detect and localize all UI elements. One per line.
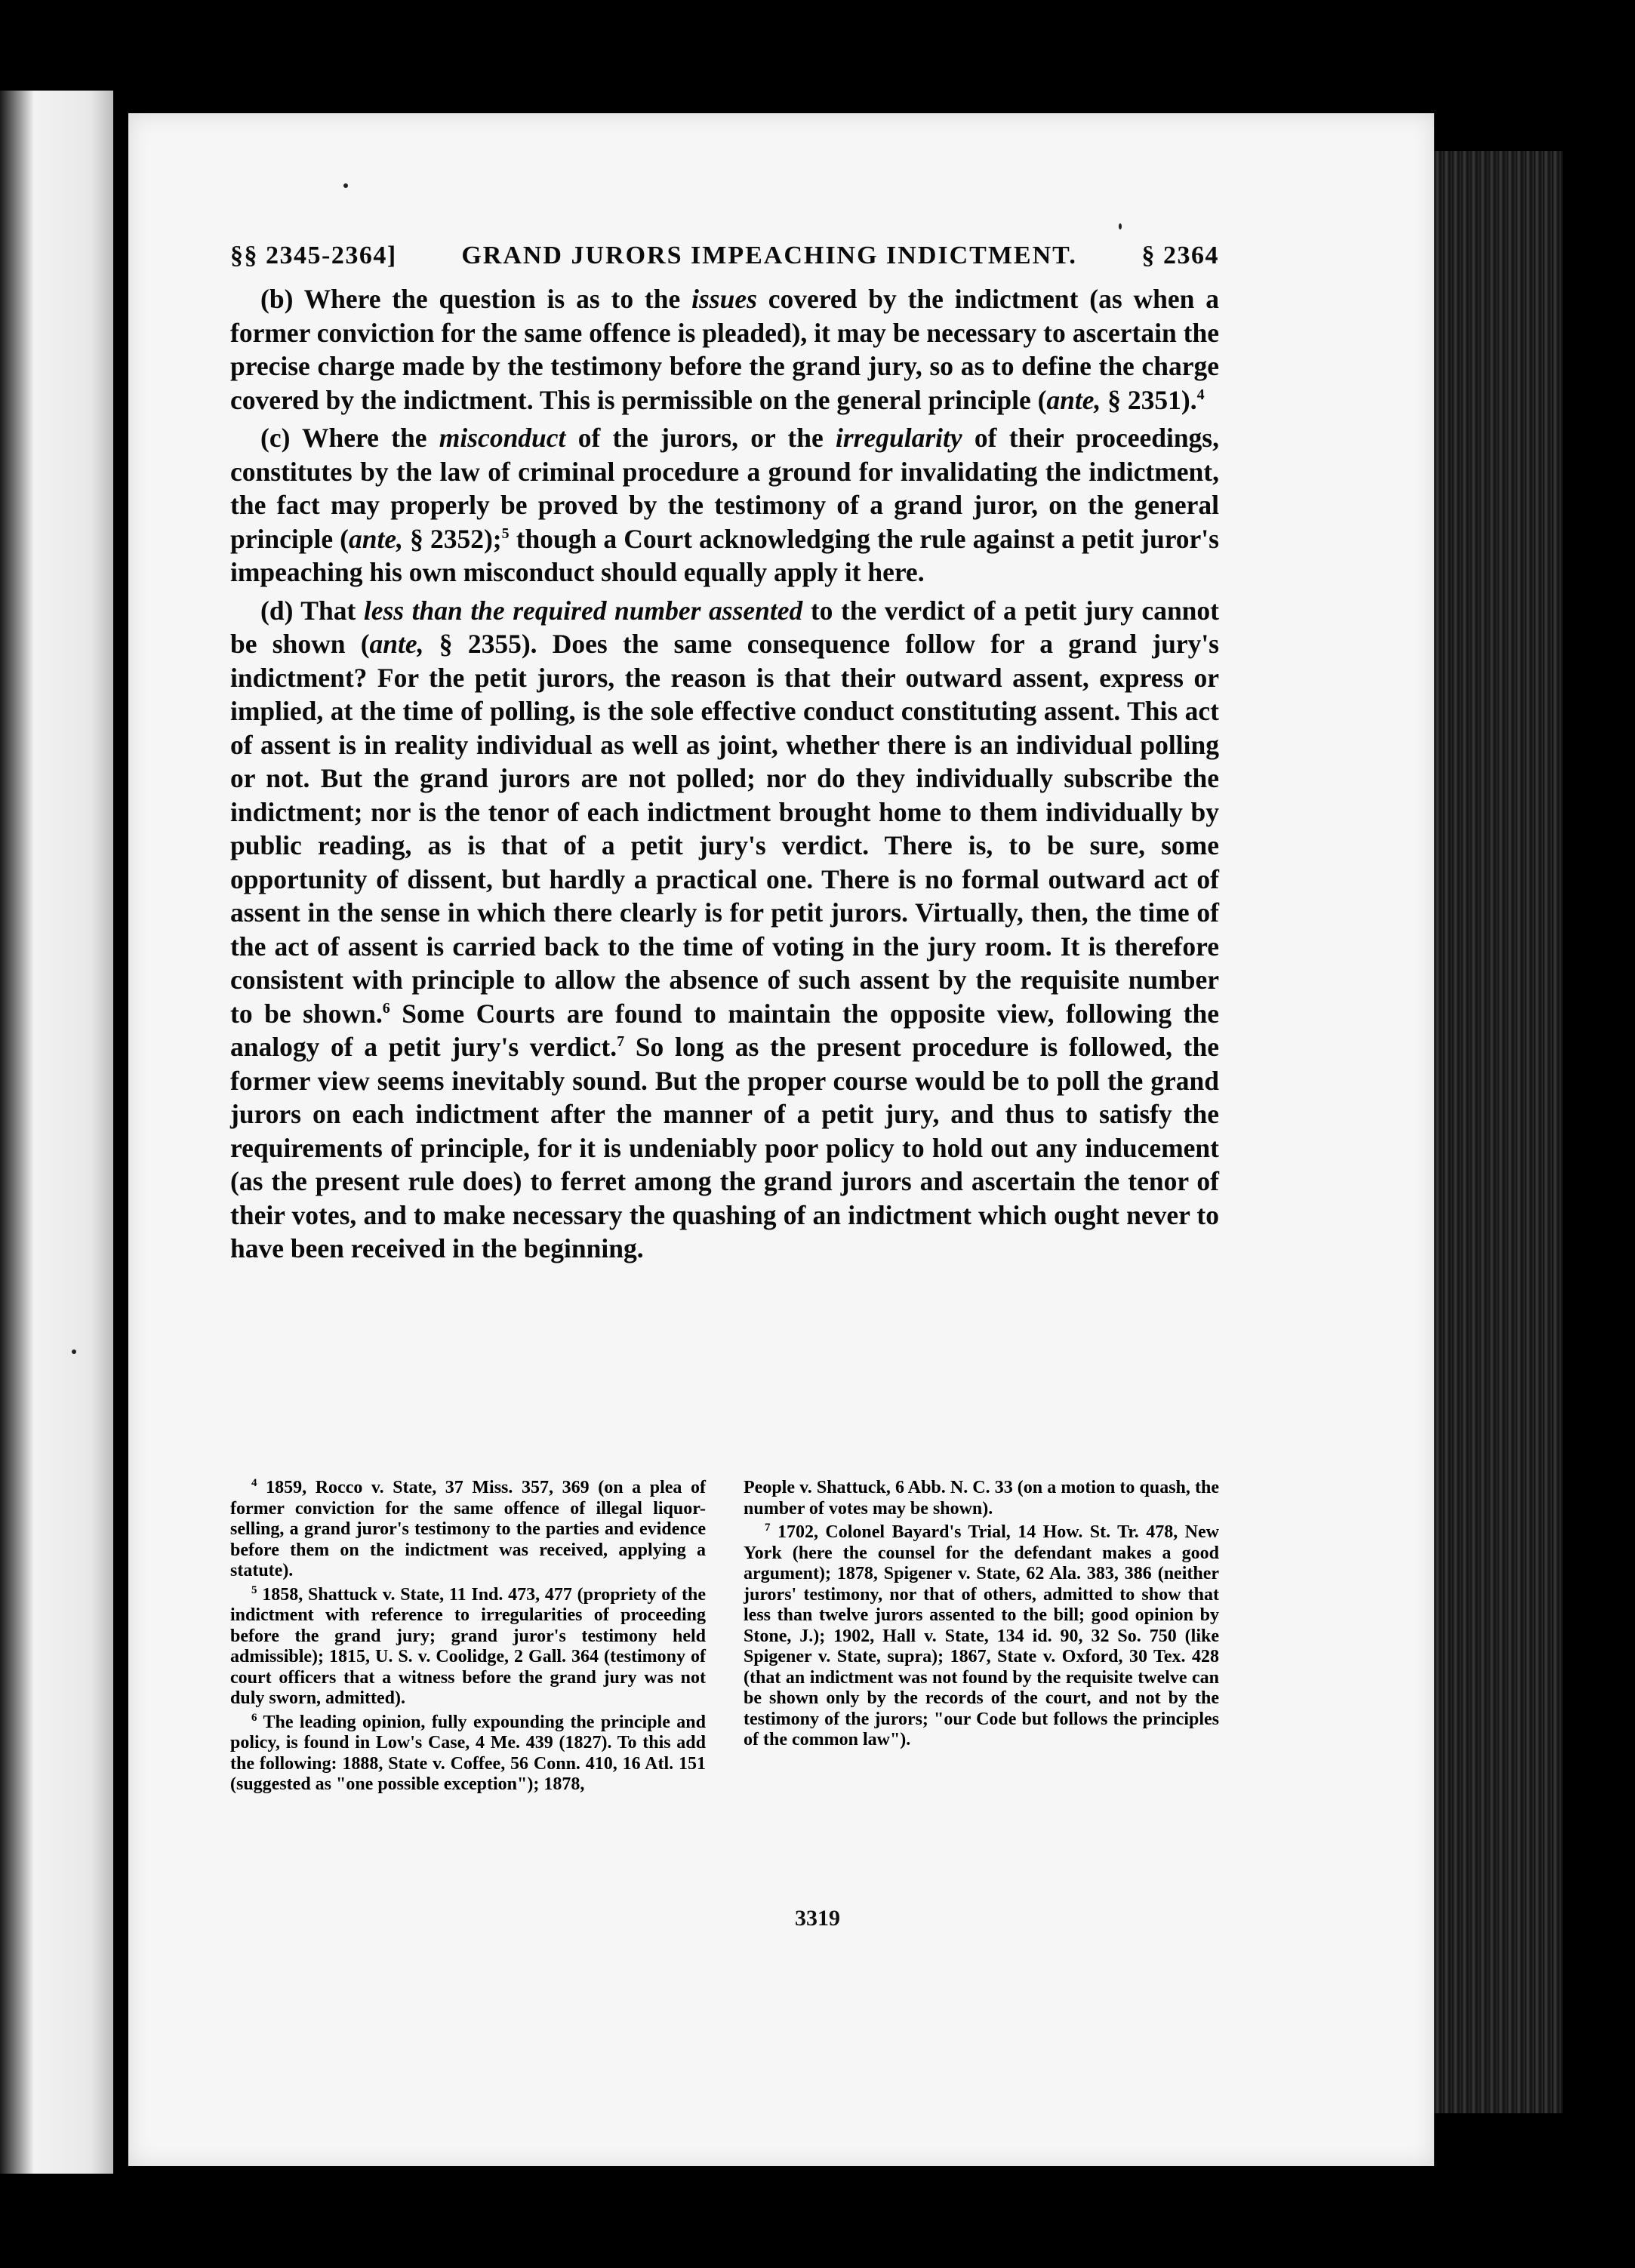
footnotes-left-column <box>230 1478 706 1799</box>
book-binding-edge <box>1434 151 1563 2113</box>
footnote-ref: 7 <box>617 1033 625 1051</box>
paragraph-c: (c) Where the misconduct of the jurors, or the irregularity of their proceedings, constitutes by the law of criminal procedure a ground for invalidating the indictment, the fact may properly be proved by the testimony of a grand juror, on the general principle (ante, § 2352);$^5$ though a Court acknowledging the rule against a petit juror's impeaching his own misconduct should equally apply it here. <box>230 423 1220 587</box>
facing-page-edge <box>0 91 113 2174</box>
page-speck <box>343 183 348 188</box>
footnotes <box>230 1478 1219 1799</box>
running-head <box>230 242 1219 270</box>
page-speck <box>72 1349 76 1354</box>
footnote-4: $^4$ 1859, Rocco v. State, 37 Miss. 357, 369 (on a plea of former conviction for the same offence of illegal liquor-selling, a grand juror's testimony to the parties and evidence before them on the indictment was received, applying a statute). <box>230 1477 706 1580</box>
footnote-6-continued: People v. Shattuck, 6 Abb. N. C. 33 (on a motion to quash, the number of votes may be shown). <box>744 1478 1219 1519</box>
page-speck <box>1119 223 1122 229</box>
footnote-6: $^6$ The leading opinion, fully expounding the principle and policy, is found in Low's Case, 4 Me. 439 (1827). To this add the following: 1888, State v. Coffee, 56 Conn. 410, 16 Atl. 151 (suggested as "one possible exception"); 1878, <box>230 1711 706 1794</box>
main-text <box>230 242 1219 1270</box>
paragraph-d: (d) That less than the required number assented to the verdict of a petit jury cannot be shown (ante, § 2355). Does the same consequence follow for a grand jury's indictment? For the petit jurors, the reason is that their outward assent, express or implied, at the time of polling, is the sole effective conduct constituting assent. This act of assent is in reality individual as well as joint, whether there is an individual polling or not. But the grand jurors are not polled; nor do they individually subscribe the indictment; nor is the tenor of each indictment brought home to them individually by public reading, as is that of a petit jury's verdict. There is, to be sure, some opportunity of dissent, but hardly a practical one. There is no formal outward act of assent in the sense in which there clearly is for petit jurors. Virtually, then, the time of the act of assent is carried back to the time of voting in the jury room. It is therefore consistent with principle to allow the absence of such assent by the requisite number to be shown.$^6$ Some Courts are found to maintain the opposite view, following the analogy of a petit jury's verdict.$^7$ So long as the present procedure is followed, the former view seems inevitably sound. But the proper course would be to poll the grand jurors on each indictment after the manner of a petit jury, and thus to satisfy the requirements of principle, for it is undeniably poor policy to hold out any inducement (as the present rule does) to ferret among the grand jurors and ascertain the tenor of their votes, and to make necessary the quashing of an indictment which ought never to have been received in the beginning. <box>230 595 1220 1263</box>
footnote-ref: 4 <box>1196 386 1205 403</box>
footnote-ref: 6 <box>382 999 390 1017</box>
footnote-7: $^7$ 1702, Colonel Bayard's Trial, 14 How. St. Tr. 478, New York (here the counsel for the defendant makes a good argument); 1878, Spigener v. State, 62 Ala. 383, 386 (neither jurors' testimony, nor that of others, admitted to show that less than twelve jurors assented to the bill; good opinion by Stone, J.); 1902, Hall v. State, 134 id. 90, 32 So. 750 (like Spigener v. State, supra); 1867, State v. Oxford, 30 Tex. 428 (that an indictment was not found by the requisite twelve can be shown only by the records of the court, and not by the testimony of the jurors; "our Code but follows the principles of the common law"). <box>744 1522 1219 1749</box>
page-number: 3319 <box>795 1906 840 1931</box>
footnote-5: $^5$ 1858, Shattuck v. State, 11 Ind. 473, 477 (propriety of the indictment with reference to irregularities of proceeding before the grand jury; grand juror's testimony held admissible); 1815, U. S. v. Coolidge, 2 Gall. 364 (testimony of court officers that a witness before the grand jury was not duly sworn, admitted). <box>230 1583 706 1708</box>
paragraph-b: (b) Where the question is as to the issues covered by the indictment (as when a former conviction for the same offence is pleaded), it may be necessary to ascertain the precise charge made by the testimony before the grand jury, so as to define the charge covered by the indictment. This is permissible on the general principle (ante, § 2351).$^4$ <box>230 284 1219 415</box>
page-heading: GRAND JURORS IMPEACHING INDICTMENT. <box>461 242 1077 269</box>
footnotes-right-column <box>744 1478 1219 1799</box>
section-range: §§ 2345-2364] <box>230 242 397 269</box>
footnote-ref: 5 <box>501 525 510 542</box>
section-number: § 2364 <box>1141 242 1219 269</box>
